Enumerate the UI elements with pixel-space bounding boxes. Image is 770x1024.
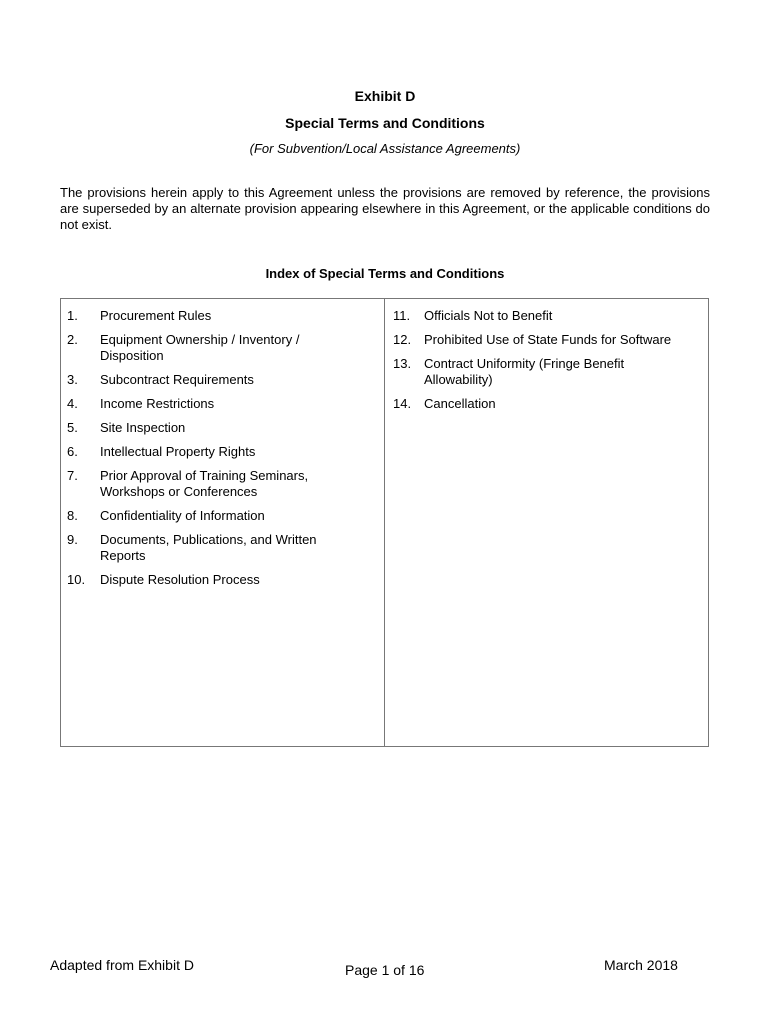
index-table-divider bbox=[384, 298, 385, 747]
index-item-label: Confidentiality of Information bbox=[100, 508, 265, 523]
index-item-label: Equipment Ownership / Inventory / Disposition bbox=[100, 332, 300, 363]
page-subtitle: (For Subvention/Local Assistance Agreements) bbox=[249, 141, 521, 156]
index-item-label: Procurement Rules bbox=[100, 308, 212, 323]
footer-page-number: Page 1 of 16 bbox=[345, 962, 425, 978]
index-item-label: Contract Uniformity (Fringe Benefit Allowability) bbox=[424, 356, 625, 387]
index-item-number: 8. bbox=[67, 508, 78, 523]
index-item-number: 1. bbox=[67, 308, 78, 323]
exhibit-label: Exhibit D bbox=[354, 88, 416, 104]
index-item-label: Prohibited Use of State Funds for Software bbox=[424, 332, 672, 347]
index-item-number: 3. bbox=[67, 372, 78, 387]
index-item-number: 4. bbox=[67, 396, 78, 411]
index-item-label: Cancellation bbox=[424, 396, 496, 411]
index-heading: Index of Special Terms and Conditions bbox=[265, 266, 505, 281]
index-item-number: 10. bbox=[67, 572, 86, 587]
index-item-number: 9. bbox=[67, 532, 78, 547]
intro-paragraph: The provisions herein apply to this Agreement unless the provisions are removed by reference, the provisions are superseded by an alternate provision appearing elsewhere in this Agreement, or the applicable conditions do not exist. bbox=[60, 185, 710, 232]
index-item-label: Site Inspection bbox=[100, 420, 186, 435]
index-item-label: Intellectual Property Rights bbox=[100, 444, 256, 459]
page-title: Special Terms and Conditions bbox=[285, 115, 485, 131]
index-item-number: 12. bbox=[393, 332, 412, 347]
footer-source: Adapted from Exhibit D bbox=[50, 957, 194, 973]
index-item-number: 5. bbox=[67, 420, 78, 435]
index-item-number: 13. bbox=[393, 356, 412, 371]
index-item-number: 14. bbox=[393, 396, 412, 411]
index-item-label: Subcontract Requirements bbox=[100, 372, 254, 387]
index-item-label: Prior Approval of Training Seminars, Workshops or Conferences bbox=[100, 468, 309, 499]
footer-date: March 2018 bbox=[604, 957, 678, 973]
index-item-label: Officials Not to Benefit bbox=[424, 308, 553, 323]
index-item-number: 6. bbox=[67, 444, 78, 459]
index-item-label: Dispute Resolution Process bbox=[100, 572, 260, 587]
index-item-number: 11. bbox=[393, 308, 411, 323]
index-item-label: Income Restrictions bbox=[100, 396, 215, 411]
index-item-number: 7. bbox=[67, 468, 78, 483]
index-item-number: 2. bbox=[67, 332, 78, 347]
index-item-label: Documents, Publications, and Written Reports bbox=[100, 532, 317, 563]
